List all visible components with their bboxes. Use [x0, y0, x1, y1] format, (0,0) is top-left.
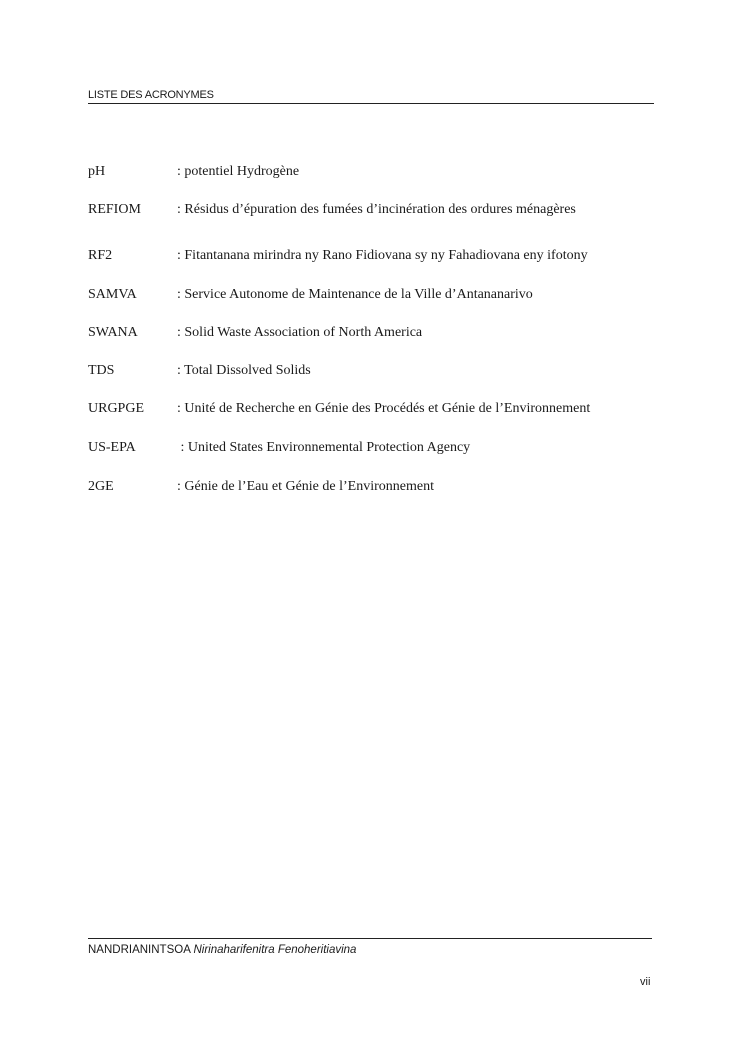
acronym-abbr: SWANA	[88, 325, 138, 340]
footer-divider	[88, 938, 652, 939]
acronym-definition: : Unité de Recherche en Génie des Procédés et Génie de l’Environnement	[177, 401, 591, 416]
acronym-definition: : Fitantanana mirindra ny Rano Fidiovana sy ny Fahadiovana eny ifotony	[177, 248, 588, 263]
acronym-abbr: URGPGE	[88, 401, 145, 416]
author-given-names: Nirinaharifenitra Fenoheritiavina	[193, 944, 357, 956]
acronym-definition: : Total Dissolved Solids	[177, 363, 311, 378]
author-surname: NANDRIANINTSOA	[88, 944, 191, 956]
acronym-abbr: pH	[88, 164, 106, 179]
acronym-definition: : United States Environnemental Protection Agency	[177, 440, 471, 455]
acronym-abbr: RF2	[88, 248, 113, 263]
page-number: vii	[640, 976, 651, 988]
acronym-definition: : Service Autonome de Maintenance de la Ville d’Antananarivo	[177, 287, 533, 302]
acronym-abbr: SAMVA	[88, 287, 137, 302]
acronym-abbr: REFIOM	[88, 202, 141, 217]
acronym-abbr: US-EPA	[88, 440, 136, 455]
page-header: LISTE DES ACRONYMES	[88, 89, 654, 104]
acronym-abbr: TDS	[88, 363, 115, 378]
acronym-definition: : Solid Waste Association of North America	[177, 325, 423, 340]
acronym-definition: : Résidus d’épuration des fumées d’incinération des ordures ménagères	[177, 202, 576, 217]
acronym-definition: : potentiel Hydrogène	[177, 164, 300, 179]
footer-author	[88, 944, 356, 956]
acronym-definition: : Génie de l’Eau et Génie de l’Environnement	[177, 479, 434, 494]
acronym-abbr: 2GE	[88, 479, 114, 494]
